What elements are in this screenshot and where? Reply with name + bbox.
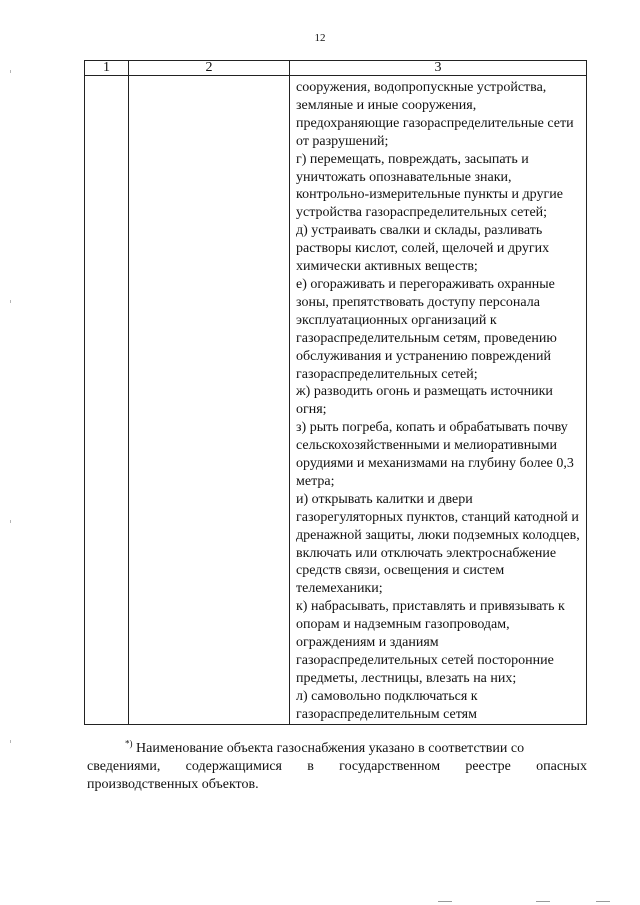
column-header-3: 3 (290, 61, 587, 76)
footnote-text-1: Наименование объекта газоснабжения указано в соответствии со (136, 741, 525, 756)
list-item: ж) разводить огонь и размещать источники огня; (296, 384, 553, 418)
footnote-word: сведениями, (87, 759, 161, 774)
scan-artifact-left (10, 300, 11, 303)
list-item: к) набрасывать, приставлять и привязывать к опорам и надземным газопроводам, ограждениям и зданиям газораспределительных сетей посторонние предметы, лестницы, влезать на них; (296, 599, 565, 686)
table-cell-col1 (85, 76, 129, 725)
list-item: г) перемещать, повреждать, засыпать и уничтожать опознавательные знаки, контрольно-измерительные пункты и другие устройства газораспределительных сетей; (296, 151, 563, 221)
footnote-word: в (307, 759, 314, 774)
page-number: 12 (314, 32, 326, 44)
footnote-word: содержащимися (185, 759, 282, 774)
footnote-line-3: производственных объектов. (87, 777, 259, 792)
footnote-marker: *) (125, 738, 133, 749)
footnote-word: опасных (536, 759, 587, 774)
column-header-1: 1 (85, 61, 129, 76)
footnote (87, 740, 587, 794)
prohibitions-list (290, 76, 586, 724)
column-header-2: 2 (129, 61, 290, 76)
list-item: з) рыть погреба, копать и обрабатывать почву сельскохозяйственными и мелиоративными орудиями и механизмами на глубину более 0,3 метра; (296, 420, 574, 489)
list-item: и) открывать калитки и двери газорегуляторных пунктов, станций катодной и дренажной защиты, люки подземных колодцев, включать или отключать электроснабжение средств связи, освещения и систем телемеханики; (296, 491, 580, 597)
footnote-line-1 (87, 740, 587, 758)
scan-artifact-bottom (536, 901, 550, 902)
footnote-word: государственном (339, 759, 441, 774)
table-row (85, 76, 587, 725)
table-header-row (85, 61, 587, 76)
table-cell-col2 (129, 76, 290, 725)
scan-artifact-left (10, 70, 11, 73)
table-cell-col3 (290, 76, 587, 725)
scan-artifact-bottom (596, 901, 610, 902)
document-table (84, 60, 587, 725)
list-item: л) самовольно подключаться к газораспределительным сетям (296, 688, 478, 722)
footnote-word: реестре (465, 759, 511, 774)
scan-artifact-left (10, 520, 11, 523)
list-item: сооружения, водопропускные устройства, земляные и иные сооружения, предохраняющие газораспределительные сети от разрушений; (296, 80, 574, 149)
list-item: е) огораживать и перегораживать охранные зоны, препятствовать доступу персонала эксплуатационных организаций к газораспределительным сетям, проведению обслуживания и устранению повреждений газораспределительных сетей; (296, 276, 557, 382)
list-item: д) устраивать свалки и склады, разливать растворы кислот, солей, щелочей и других химически активных веществ; (296, 223, 550, 275)
footnote-line-2 (87, 758, 587, 776)
scan-artifact-bottom (438, 901, 452, 902)
scan-artifact-left (10, 740, 11, 743)
